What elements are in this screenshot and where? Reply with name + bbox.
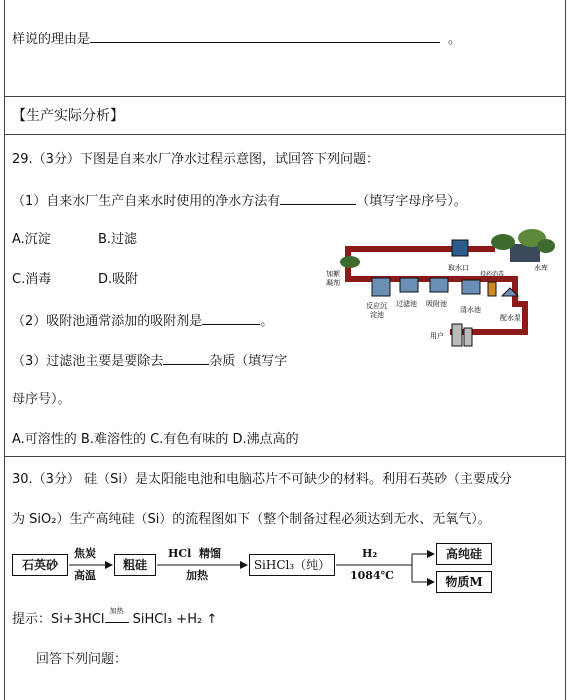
prev-question-line bbox=[12, 30, 461, 48]
prev-question-text: 样说的理由是 bbox=[12, 32, 91, 47]
label-disinfect: 投药消毒 bbox=[480, 271, 505, 278]
label-clear: 清水池 bbox=[460, 306, 481, 314]
q30-line1: 30.（3分） 硅（Si）是太阳能电池和电脑芯片不可缺少的材料。利用石英砂（主要成分 bbox=[12, 472, 512, 487]
label-adsorb: 吸附池 bbox=[426, 300, 447, 308]
adsorb-tank-icon bbox=[430, 278, 448, 292]
flow-quartz-sand: 石英砂 bbox=[12, 554, 68, 576]
q29-option-a: A.沉淀 bbox=[12, 232, 51, 247]
row-divider bbox=[4, 134, 566, 135]
label-coag1: 加絮 bbox=[326, 270, 340, 278]
q29-part1 bbox=[12, 192, 467, 210]
q29-part2 bbox=[12, 312, 273, 330]
q29-stem: 29.（3分）下图是自来水厂净水过程示意图，试回答下列问题： bbox=[12, 152, 379, 167]
flow-arrow3-top: H₂ bbox=[362, 547, 378, 560]
row-divider bbox=[4, 96, 566, 97]
section-title: 【生产实际分析】 bbox=[12, 108, 124, 124]
label-user: 用户 bbox=[430, 332, 444, 340]
q29-part2-blank[interactable] bbox=[202, 312, 260, 325]
q29-part2-text: （2）吸附池通常添加的吸附剂是 bbox=[12, 314, 203, 329]
q30-hint bbox=[12, 607, 218, 628]
q29-part3 bbox=[12, 352, 287, 370]
q29-part1-text: （1）自来水厂生产自来水时使用的净水方法有 bbox=[12, 194, 281, 209]
flow-arrow1-top: 焦炭 bbox=[74, 547, 96, 560]
label-settle1: 反应沉 bbox=[366, 302, 387, 310]
q29-part1-tail: （填写字母序号）。 bbox=[356, 194, 467, 209]
label-coag2: 凝剂 bbox=[326, 279, 340, 287]
q29-option-b: B.过滤 bbox=[98, 232, 138, 247]
q29-part3-continued: 母序号）。 bbox=[12, 392, 71, 407]
hint-suffix: SiHCl₃ +H₂ ↑ bbox=[128, 612, 218, 627]
label-filter: 过滤池 bbox=[396, 300, 417, 308]
q29-part1-blank[interactable] bbox=[280, 192, 356, 205]
reservoir-icon bbox=[491, 229, 555, 262]
settling-tank-icon bbox=[372, 278, 390, 296]
flow-arrow2-bottom: 加热 bbox=[186, 569, 208, 582]
label-pump: 配水泵 bbox=[500, 314, 521, 322]
filter-tank-icon bbox=[400, 278, 418, 292]
label-intake: 取水口 bbox=[448, 264, 469, 272]
flow-high-purity-silicon: 高纯硅 bbox=[436, 543, 492, 565]
disinfect-icon bbox=[488, 282, 496, 296]
label-reservoir: 水库 bbox=[534, 264, 548, 272]
flow-sihcl3: SiHCl₃（纯） bbox=[249, 554, 335, 576]
answer-blank[interactable] bbox=[90, 30, 440, 43]
intake-icon bbox=[452, 240, 468, 256]
coagulant-icon bbox=[340, 256, 360, 268]
prev-question-end: 。 bbox=[448, 32, 462, 47]
q29-part3-options: A.可溶性的 B.难溶性的 C.有色有味的 D.沸点高的 bbox=[12, 432, 299, 447]
q29-part3-text: （3）过滤池主要是要除去 bbox=[12, 354, 164, 369]
hint-prefix: 提示：Si+3HCl bbox=[12, 612, 105, 627]
hint-condition-text: 加热 bbox=[109, 607, 124, 615]
flow-arrow1-bottom: 高温 bbox=[74, 569, 96, 582]
flow-arrow3-bottom: 1084℃ bbox=[350, 569, 394, 582]
q30-answer-prompt: 回答下列问题： bbox=[36, 652, 128, 667]
user-buildings-icon bbox=[452, 324, 472, 346]
label-settle2: 淀池 bbox=[370, 311, 384, 319]
q29-part3-tail: 杂质（填写字 bbox=[209, 354, 288, 369]
q29-option-d: D.吸附 bbox=[98, 272, 139, 287]
water-treatment-diagram bbox=[320, 224, 556, 352]
flow-arrow2-top: HCl 精馏 bbox=[168, 547, 221, 560]
q29-option-c: C.消毒 bbox=[12, 272, 52, 287]
flow-crude-silicon: 粗硅 bbox=[114, 554, 156, 576]
clear-tank-icon bbox=[462, 280, 480, 294]
q29-part2-tail: 。 bbox=[260, 314, 274, 329]
q30-line2: 为 SiO₂）生产高纯硅（Si）的流程图如下（整个制备过程必须达到无水、无氧气）。 bbox=[12, 512, 491, 527]
flow-substance-m: 物质M bbox=[436, 571, 492, 593]
q29-part3-blank[interactable] bbox=[163, 352, 209, 365]
hint-condition bbox=[105, 607, 129, 623]
row-divider bbox=[4, 456, 566, 457]
